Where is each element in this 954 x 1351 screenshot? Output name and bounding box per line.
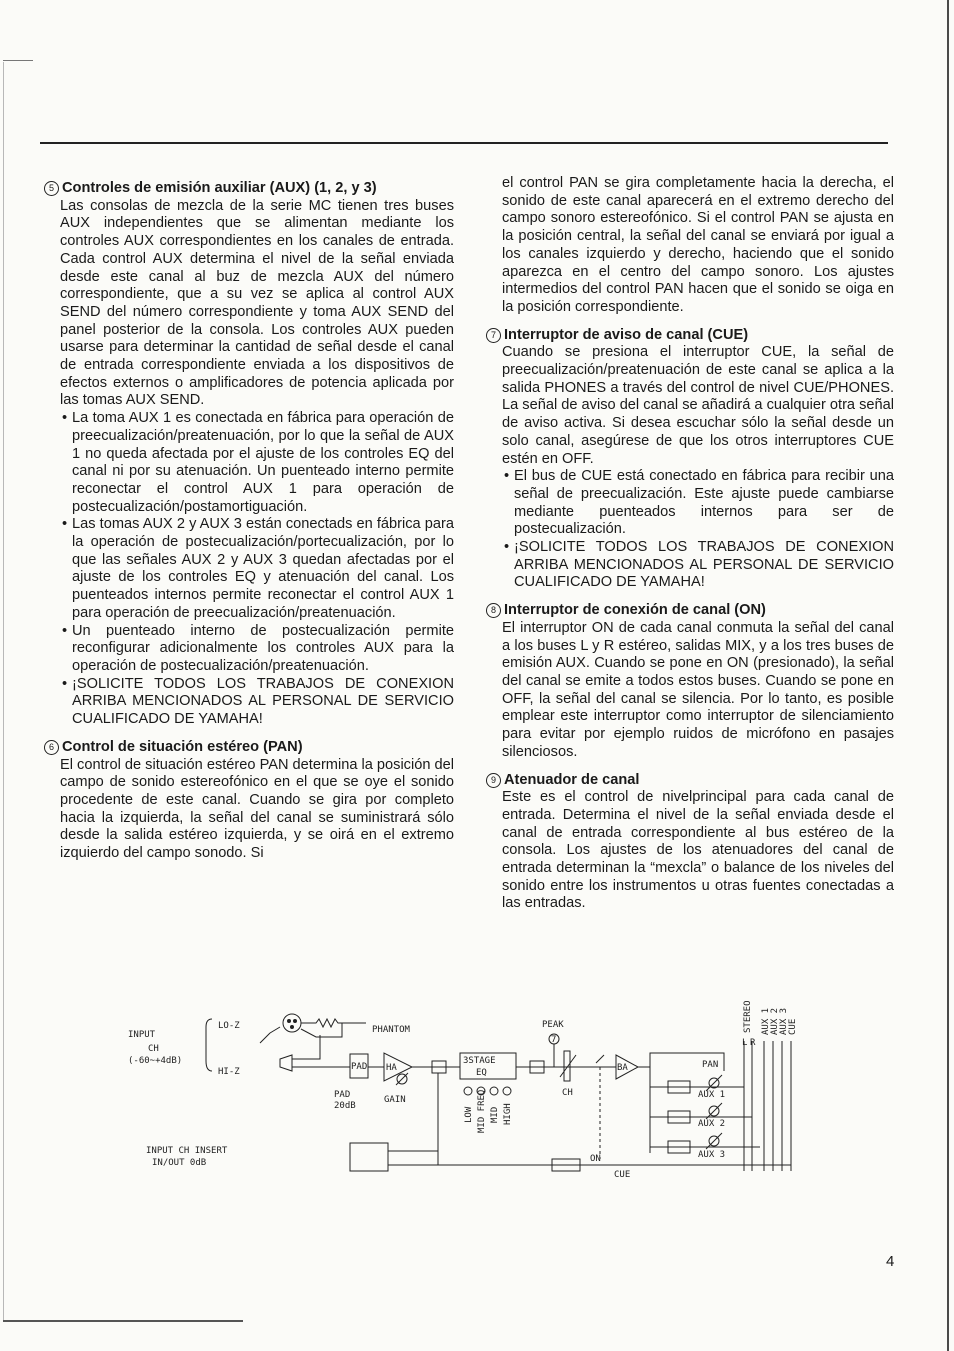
label-20db: 20dB <box>334 1101 356 1111</box>
scan-mark-top <box>3 60 33 61</box>
bus-label-stereo: STEREO <box>743 1000 753 1033</box>
section-title <box>486 602 894 620</box>
label-input: INPUT <box>128 1030 156 1040</box>
pan-knob-pointer <box>706 1075 722 1091</box>
left-column <box>44 180 454 873</box>
insert-send-return <box>388 1151 438 1165</box>
section-number: 9 <box>486 773 501 788</box>
header-rule <box>40 142 888 144</box>
xlr-connector <box>283 1014 301 1032</box>
label-mid-freq: MID FREQ <box>477 1089 487 1133</box>
section-title <box>486 772 894 790</box>
section-title-text: Atenuador de canal <box>504 771 640 788</box>
eq-low-knob <box>464 1087 472 1095</box>
block-diagram <box>120 975 820 1190</box>
label-insert-level: IN/OUT 0dB <box>152 1158 207 1168</box>
label-ba: BA <box>617 1063 628 1073</box>
xlr-pin <box>288 1020 291 1023</box>
bus-label-aux2: AUX 2 <box>770 1007 780 1035</box>
section-pan-control <box>44 739 454 863</box>
scan-edge-right <box>947 0 949 1351</box>
page-number: 4 <box>886 1253 895 1270</box>
section-aux-controls <box>44 180 454 729</box>
label-pad: PAD <box>351 1062 368 1072</box>
output-buses <box>744 1041 791 1171</box>
block-diagram-svg <box>120 975 820 1190</box>
bus-label-l: L <box>742 1038 748 1048</box>
label-ch-fader: CH <box>562 1088 573 1098</box>
section-paragraph: Las consolas de mezcla de la serie MC tienen tres buses AUX independientes que se alimentan mediante los controles AUX correspondientes en los canales de entrada. Cada control AUX determina el nivel de la señal enviada desde este canal al buz de mezcla AUX del número correspondiente, que a su vez se aplica al control AUX SEND del número correspondiente y toma AUX SEND del panel posterior de la consola. Los controles AUX pueden usarse para determinar la cantidad de señal desde el canal de entrada correspondiente enviada a los dispositivos de efectos externos o amplificadores de potencia aplicada por las tomas AUX SEND. <box>60 197 454 409</box>
bullet-list <box>60 410 454 729</box>
section-channel-fader <box>486 772 894 914</box>
section-paragraph: Este es el control de nivelprincipal para cada canal de entrada. Determina el nivel de la señal enviada desde el canal de entrada correspondiente al bus estéreo de la consola. Los ajustes de los atenuadores del canal de entrada determinan la “mexcla” o balance de los niveles del sonido entre los instrumentos u otras fuentes conectadas a las entradas. <box>502 789 894 912</box>
bullet-item: • ¡SOLICITE TODOS LOS TRABAJOS DE CONEXION ARRIBA MENCIONADOS AL PERSONAL DE SERVICIO CUALIFICADO DE YAMAHA! <box>502 539 894 592</box>
fader-arrow <box>560 1055 576 1077</box>
section-on-switch <box>486 602 894 761</box>
ground-symbol <box>260 1027 280 1043</box>
continuation-paragraph: el control PAN se gira completamente hacia la derecha, el sonido de este canal aparecerá en el extremo derecho del campo sonoro estereofónico. Si el control PAN se ajusta en la posición central, la señal del canal se enviará por igual a los canales izquierdo y derecho, haciendo que el sonido aparezca en el centro del campo sonoro. Los ajustes intermedios del control PAN hacen que el sonido se oiga en la posición correspondiente. <box>502 175 894 315</box>
bus-label-aux1: AUX 1 <box>761 1007 771 1035</box>
eq-mid-knob <box>490 1087 498 1095</box>
on-switch-blade <box>596 1055 604 1063</box>
label-aux3: AUX 3 <box>698 1150 726 1160</box>
gain-knob-pointer <box>396 1073 408 1085</box>
section-number: 6 <box>44 740 59 755</box>
label-ch: CH <box>148 1044 159 1054</box>
label-aux1: AUX 1 <box>698 1090 726 1100</box>
pan-continuation <box>486 175 894 317</box>
section-number: 5 <box>44 181 59 196</box>
bullet-list <box>502 468 894 592</box>
label-phantom: PHANTOM <box>372 1025 410 1035</box>
phantom-resistor <box>301 1019 352 1027</box>
peak-number: 7 <box>551 1035 557 1045</box>
label-ha: HA <box>386 1063 397 1073</box>
section-title <box>44 180 454 198</box>
label-mid: MID <box>490 1106 500 1123</box>
input-wiring <box>292 1035 334 1067</box>
label-peak: PEAK <box>542 1020 564 1030</box>
label-pan: PAN <box>702 1060 719 1070</box>
bullet-item: • Un puenteado interno de postecualización permite reconfigurar adicionalmente los controles AUX para la operación de postecualización/preatenuación. <box>60 623 454 676</box>
label-lo-z: LO-Z <box>218 1021 240 1031</box>
bullet-item: • Las tomas AUX 2 y AUX 3 están conectads en fábrica para la operación de postecualización/portecualización, por lo que las señales AUX 2 y AUX 3 quedan afectadas por el ajuste de los controles EQ y atenuación del canal. Los puenteados internos permite reconectar el control AUX 1 para operación de preecualización/preatenuación. <box>60 516 454 622</box>
label-low: LOW <box>464 1106 474 1123</box>
bullet-item: • ¡SOLICITE TODOS LOS TRABAJOS DE CONEXION ARRIBA MENCIONADOS AL PERSONAL DE SERVICIO CUALIFICADO DE YAMAHA! <box>60 676 454 729</box>
section-paragraph: El interruptor ON de cada canal conmuta la señal del canal a los buses L y R estéreo, salidas MIX, y a los tres buses de emisión AUX. Cuando se pone en ON (presionado), la señal del canal se emite a todos estos buses. Cuando se pone en OFF, la señal del canal se silencia. Por lo tanto, es posible emplear este interruptor como interruptor de silenciamiento para evitar por ejemplo ruidos de micrófono en pasajes silenciosos. <box>502 619 894 760</box>
bus-label-aux3: AUX 3 <box>779 1007 789 1035</box>
xlr-pin <box>294 1020 297 1023</box>
section-paragraph: El control de situación estéreo PAN determina la posición del campo de sonido estereofónico en el que se oye el sonido procedente de este canal. Cuando se gira por completo hacia la izquierda, la señal del canal se suministrará sólo desde la salida estéreo izquierda, y se oirá en el extremo izquierdo del campo sonodo. Si <box>60 756 454 862</box>
label-range: (-60~+4dB) <box>128 1056 183 1066</box>
label-gain: GAIN <box>384 1095 406 1105</box>
label-eq: EQ <box>476 1068 487 1078</box>
bus-label-r: R <box>750 1038 756 1048</box>
section-title-text: Control de situación estéreo (PAN) <box>62 738 303 755</box>
bus-label-cue: CUE <box>788 1018 798 1035</box>
xlr-pin <box>291 1026 294 1029</box>
label-hi-z: HI-Z <box>218 1067 240 1077</box>
scan-edge-left <box>3 62 4 1322</box>
section-title <box>486 327 894 345</box>
section-paragraph: Cuando se presiona el interruptor CUE, la señal de preecualización/preatenuación de este canal se aplica a la salida PHONES a través del control de nivel CUE/PHONES. La señal de aviso del canal se añadirá a cualquier otra señal de aviso activa. Si desea escuchar sólo la señal desde un solo canal, asegúrese de que los otros interruptores CUE estén en OFF. <box>502 344 894 467</box>
channel-fader <box>564 1051 570 1081</box>
label-cue: CUE <box>614 1170 631 1180</box>
label-high: HIGH <box>503 1103 513 1125</box>
right-column <box>486 175 894 923</box>
section-title-text: Interruptor de aviso de canal (CUE) <box>504 326 749 343</box>
input-bracket <box>206 1019 212 1071</box>
bullet-item: • El bus de CUE está conectado en fábrica para recibir una señal de preecualización. Este ajuste puede cambiarse mediante puenteados internos para ser de postecualización. <box>502 468 894 539</box>
scan-mark-bottom <box>3 1320 243 1322</box>
label-on: ON <box>590 1154 601 1164</box>
label-insert: INPUT CH INSERT <box>146 1146 228 1156</box>
section-title-text: Controles de emisión auxiliar (AUX) (1, 2, y 3) <box>62 180 377 196</box>
section-cue-switch <box>486 327 894 593</box>
eq-high-knob <box>503 1087 511 1095</box>
hi-z-jack <box>280 1055 292 1071</box>
label-3stage: 3STAGE <box>463 1056 496 1066</box>
insert-jack <box>350 1143 388 1171</box>
section-title-text: Interruptor de conexión de canal (ON) <box>504 602 766 619</box>
section-number: 8 <box>486 603 501 618</box>
section-number: 7 <box>486 328 501 343</box>
label-aux2: AUX 2 <box>698 1119 726 1129</box>
section-title <box>44 739 454 757</box>
label-pad-20db: PAD <box>334 1090 351 1100</box>
bullet-item: • La toma AUX 1 es conectada en fábrica para operación de preecualización/preatenuación, por lo que la señal de AUX 1 no queda afectada por el ajuste de los controles EQ del canal ni por su atenuación. Un puenteado interno permite reconectar el control AUX 1 para operación de postecualización/postamortiguación. <box>60 410 454 516</box>
